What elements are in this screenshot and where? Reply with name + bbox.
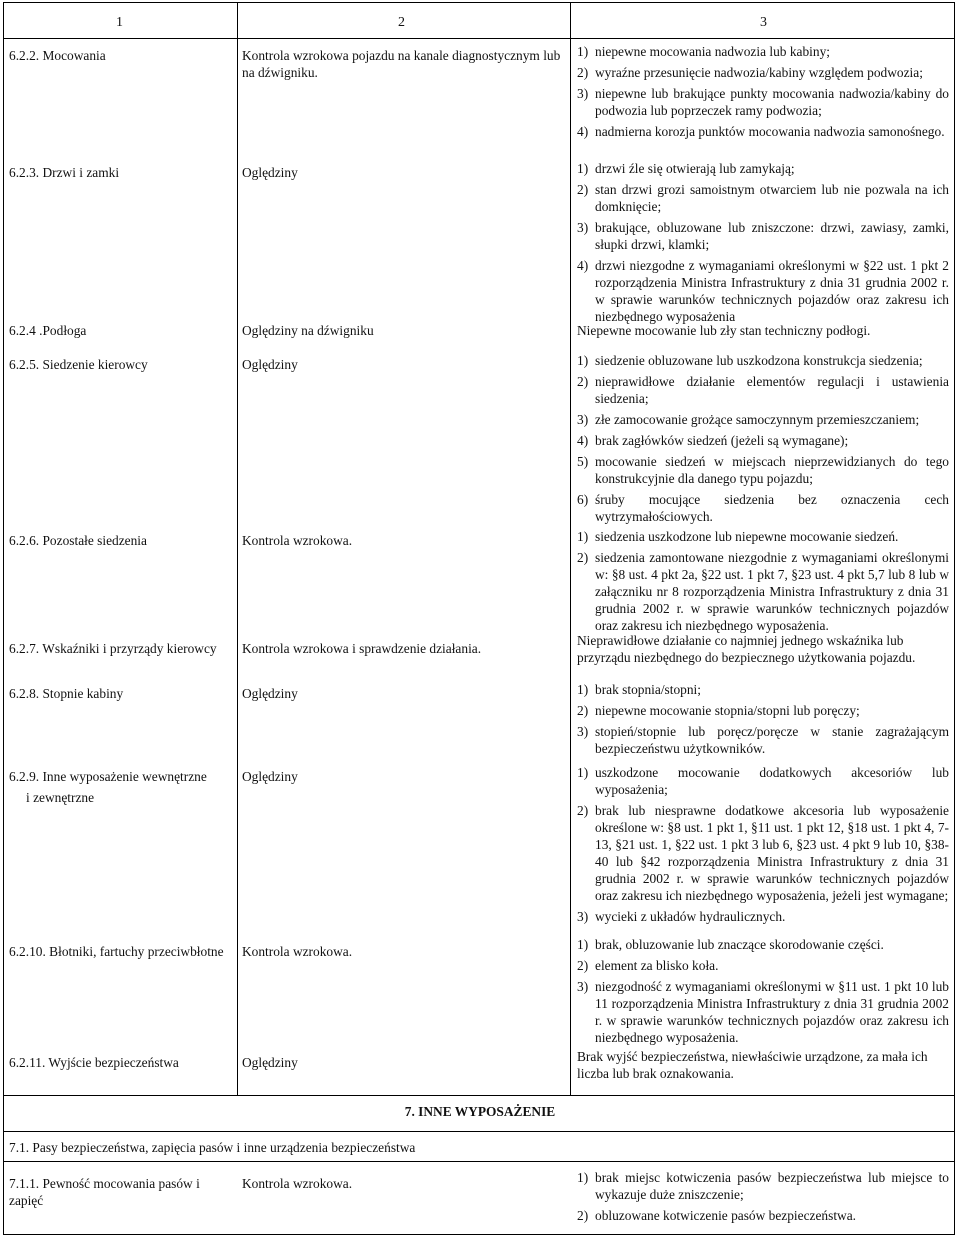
- list-item: 2) wyraźne przesunięcie nadwozia/kabiny względem podwozia;: [577, 65, 923, 80]
- defect-list: [577, 936, 949, 1050]
- list-item: 4) brak zagłówków siedzeń (jeżeli są wymagane);: [577, 433, 849, 448]
- list-item: 3) niepewne lub brakujące punkty mocowania nadwozia/kabiny do podwozia lub poprzeczek ramy podwozia;: [577, 86, 949, 118]
- defect-list: [577, 160, 949, 329]
- row-name: 6.2.3. Drzwi i zamki: [9, 165, 120, 180]
- list-item: 1) siedzenia uszkodzone lub niepewne mocowanie siedzeń.: [577, 529, 899, 544]
- header-divider: [3, 38, 955, 39]
- list-item: 2) brak lub niesprawne dodatkowe akcesoria lub wyposażenie określone w: §8 ust. 1 pkt 1, §11 ust. 1 pkt 12, §18 ust. 1 pkt 4, 7-13, §21 ust. 1, §22 ust. 1 pkt 3 lub 6, §23 ust. 4 pkt 9 lub 10, §38-40 lub §42 rozporządzenia Ministra Infrastruktury z dnia 31 grudnia 2002 r. w sprawie warunków technicznych pojazdów oraz zakresu ich niezbędnego wyposażenia, jeżeli jest wymagane;: [577, 803, 949, 903]
- row-name: 6.2.4 .Podłoga: [9, 323, 87, 338]
- list-item: 4) drzwi niezgodne z wymaganiami określonymi w §22 ust. 1 pkt 2 rozporządzenia Ministra Infrastruktury z dnia 31 grudnia 2002 r. w sprawie warunków technicznych pojazdów oraz zakresu ich niezbędnego wyposażenia: [577, 258, 949, 324]
- defect-text: Brak wyjść bezpieczeństwa, niewłaściwie urządzone, za mała ich liczba lub brak oznakowania.: [577, 1049, 928, 1081]
- row-name: [9, 768, 234, 806]
- row-name: 6.2.6. Pozostałe siedzenia: [9, 533, 147, 548]
- list-item: 1) uszkodzone mocowanie dodatkowych akcesoriów lub wyposażenia;: [577, 765, 949, 797]
- defect-text: Nieprawidłowe działanie co najmniej jednego wskaźnika lub przyrządu niezbędnego do bezpiecznego użytkowania pojazdu.: [577, 633, 916, 665]
- list-item: 2) stan drzwi grozi samoistnym otwarciem lub nie pozwala na ich domknięcie;: [577, 182, 949, 214]
- section-divider: [3, 1095, 955, 1096]
- row-method: Oględziny: [242, 769, 298, 784]
- list-item: 1) brak, obluzowanie lub znaczące skorodowanie części.: [577, 937, 884, 952]
- defect-list: [577, 43, 949, 144]
- row-name: 7.1.1. Pewność mocowania pasów i zapięć: [9, 1176, 200, 1208]
- defect-list: [577, 352, 949, 529]
- list-item: 4) nadmierna korozja punktów mocowania nadwozia samonośnego.: [577, 124, 945, 139]
- subsection-divider: [3, 1161, 955, 1162]
- list-item: 3) złe zamocowanie grożące samoczynnym przemieszczaniem;: [577, 412, 920, 427]
- column-header-3: 3: [760, 15, 767, 30]
- list-item: 2) element za blisko koła.: [577, 958, 719, 973]
- list-item: 3) brakujące, obluzowane lub zniszczone: drzwi, zawiasy, zamki, słupki drzwi, klamki;: [577, 220, 949, 252]
- row-method: Kontrola wzrokowa i sprawdzenie działania.: [242, 641, 482, 656]
- list-item: 1) brak miejsc kotwiczenia pasów bezpieczeństwa lub miejsce to wykazuje duże zniszczenie;: [577, 1170, 949, 1202]
- list-item: 1) drzwi źle się otwierają lub zamykają;: [577, 161, 795, 176]
- list-item: 2) siedzenia zamontowane niezgodnie z wymaganiami określonymi w: §8 ust. 4 pkt 2a, §22 ust. 1 pkt 7, §23 ust. 4 pkt 5,7 lub 8 lub w załączniku nr 8 rozporządzenia Ministra Infrastruktury z dnia 31 grudnia 2002 r. w sprawie warunków technicznych pojazdów oraz zakresu ich niezbędnego wyposażenia.: [577, 550, 949, 633]
- list-item: 3) stopień/stopnie lub poręcz/poręcze w stanie zagrażającym bezpieczeństwu użytkowników.: [577, 724, 949, 756]
- row-name: 6.2.10. Błotniki, fartuchy przeciwbłotne: [9, 944, 224, 959]
- list-item: 1) niepewne mocowania nadwozia lub kabiny;: [577, 44, 831, 59]
- column-divider-1: [237, 2, 238, 1095]
- list-item: 6) śruby mocujące siedzenia bez oznaczenia cech wytrzymałościowych.: [577, 492, 949, 524]
- defect-list: [577, 681, 949, 761]
- defect-list: [577, 764, 949, 929]
- row-name: 6.2.7. Wskaźniki i przyrządy kierowcy: [9, 641, 217, 656]
- row-name-line: 6.2.9. Inne wyposażenie wewnętrzne: [9, 769, 207, 784]
- defect-list: [577, 528, 949, 638]
- column-header-1: 1: [116, 15, 123, 30]
- list-item: 5) mocowanie siedzeń w miejscach nieprzewidzianych do tego konstrukcyjnie dla danego typu pojazdu;: [577, 454, 949, 486]
- row-method: Kontrola wzrokowa.: [242, 533, 353, 548]
- defect-list: [577, 1169, 949, 1228]
- column-header-2: 2: [398, 15, 405, 30]
- row-name-line: i zewnętrzne: [26, 790, 95, 805]
- row-name: 6.2.2. Mocowania: [9, 48, 106, 63]
- row-method: Oględziny na dźwigniku: [242, 323, 374, 338]
- row-method: Oględziny: [242, 1055, 298, 1070]
- row-method: Oględziny: [242, 165, 298, 180]
- list-item: 2) obluzowane kotwiczenie pasów bezpieczeństwa.: [577, 1208, 857, 1223]
- list-item: 1) brak stopnia/stopni;: [577, 682, 702, 697]
- list-item: 2) niepewne mocowanie stopnia/stopni lub poręczy;: [577, 703, 860, 718]
- row-name: 6.2.5. Siedzenie kierowcy: [9, 357, 148, 372]
- row-method: Oględziny: [242, 357, 298, 372]
- row-name: 6.2.11. Wyjście bezpieczeństwa: [9, 1055, 179, 1070]
- row-method: Kontrola wzrokowa.: [242, 944, 353, 959]
- list-item: 3) niezgodność z wymaganiami określonymi w §11 ust. 1 pkt 10 lub 11 rozporządzenia Ministra Infrastruktury z dnia 31 grudnia 2002 r. w sprawie warunków technicznych pojazdów oraz zakresu ich niezbędnego wyposażenia.: [577, 979, 949, 1045]
- section-title: 7. INNE WYPOSAŻENIE: [404, 1104, 556, 1119]
- list-item: 1) siedzenie obluzowane lub uszkodzona konstrukcja siedzenia;: [577, 353, 923, 368]
- row-method: Kontrola wzrokowa.: [242, 1176, 353, 1191]
- row-name: 6.2.8. Stopnie kabiny: [9, 686, 124, 701]
- row-method: Oględziny: [242, 686, 298, 701]
- list-item: 3) wycieki z układów hydraulicznych.: [577, 909, 786, 924]
- defect-text: Niepewne mocowanie lub zły stan techniczny podłogi.: [577, 323, 871, 338]
- column-divider-2: [570, 2, 571, 1095]
- list-item: 2) nieprawidłowe działanie elementów regulacji i ustawienia siedzenia;: [577, 374, 949, 406]
- subsection-title: 7.1. Pasy bezpieczeństwa, zapięcia pasów i inne urządzenia bezpieczeństwa: [9, 1140, 416, 1155]
- section-title-divider: [3, 1131, 955, 1132]
- row-method: Kontrola wzrokowa pojazdu na kanale diagnostycznym lub na dźwigniku.: [242, 48, 561, 80]
